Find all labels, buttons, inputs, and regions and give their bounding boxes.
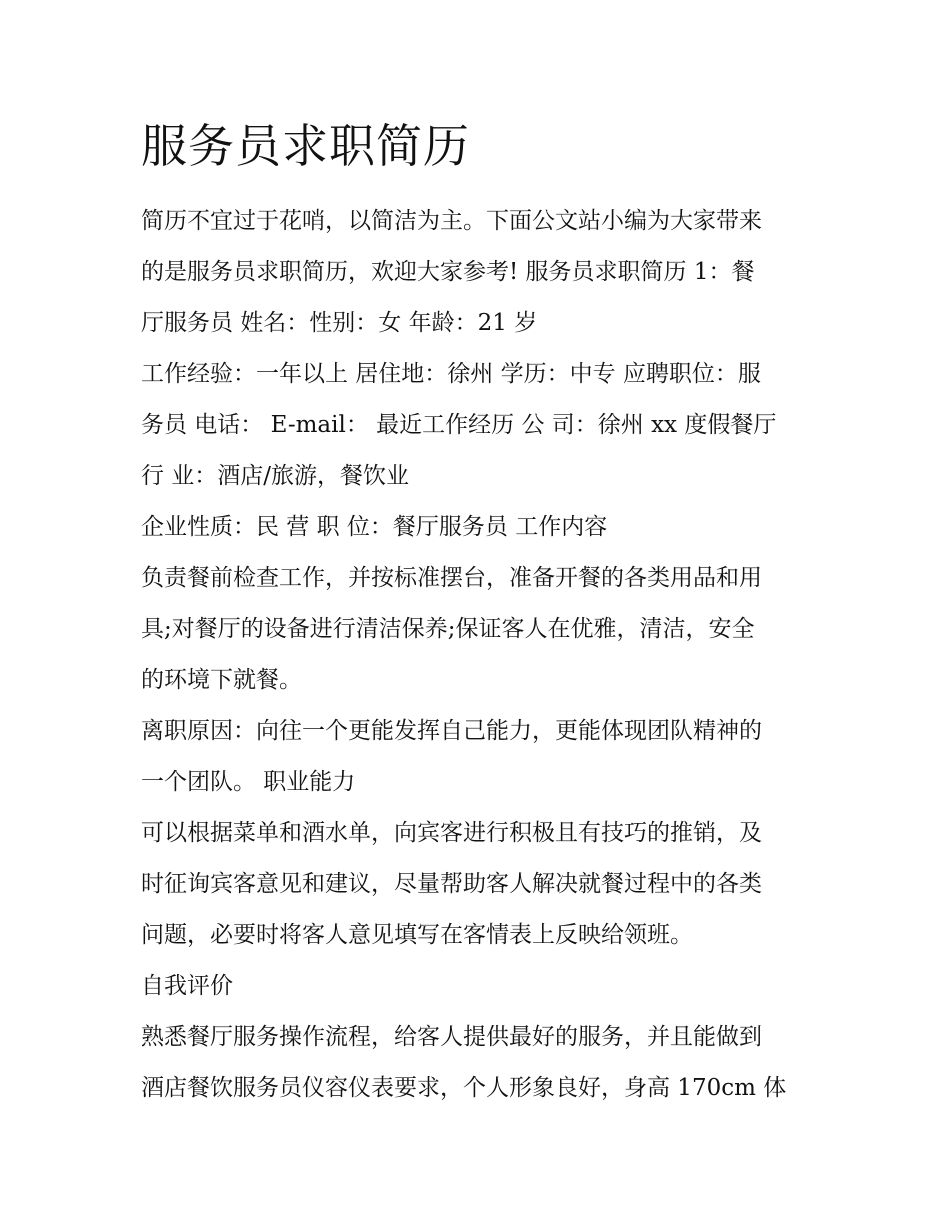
text-line: 具;对餐厅的设备进行清洁保养;保证客人在优雅，清洁，安全 xyxy=(141,616,755,642)
document-body xyxy=(141,196,821,1114)
text-line: 的环境下就餐。 xyxy=(141,667,302,693)
text-line: 时征询宾客意见和建议，尽量帮助客人解决就餐过程中的各类 xyxy=(141,871,762,897)
text-line: 行 业：酒店/旅游，餐饮业 xyxy=(141,463,410,489)
text-line: 工作经验：一年以上 居住地：徐州 学历：中专 应聘职位：服 xyxy=(141,361,761,387)
text-line: 酒店餐饮服务员仪容仪表要求，个人形象良好，身高 170cm 体 xyxy=(141,1075,787,1101)
text-line: 可以根据菜单和酒水单，向宾客进行积极且有技巧的推销，及 xyxy=(141,820,762,846)
text-line: 简历不宜过于花哨，以简洁为主。下面公文站小编为大家带来 xyxy=(141,208,762,234)
text-line: 自我评价 xyxy=(141,973,233,999)
text-line: 务员 电话： E-mail： 最近工作经历 公 司：徐州 xx 度假餐厅 xyxy=(141,412,777,438)
text-line: 熟悉餐厅服务操作流程，给客人提供最好的服务，并且能做到 xyxy=(141,1024,762,1050)
text-line: 负责餐前检查工作，并按标准摆台，准备开餐的各类用品和用 xyxy=(141,565,762,591)
text-line: 问题，必要时将客人意见填写在客情表上反映给领班。 xyxy=(141,922,693,948)
text-line: 离职原因：向往一个更能发挥自己能力，更能体现团队精神的 xyxy=(141,718,762,744)
text-line: 企业性质：民 营 职 位：餐厅服务员 工作内容 xyxy=(141,514,608,540)
text-line: 厅服务员 姓名：性别：女 年龄：21 岁 xyxy=(141,310,538,336)
text-line: 的是服务员求职简历，欢迎大家参考! 服务员求职简历 1：餐 xyxy=(141,259,755,285)
document-title: 服务员求职简历 xyxy=(141,119,470,173)
text-line: 一个团队。 职业能力 xyxy=(141,769,356,795)
